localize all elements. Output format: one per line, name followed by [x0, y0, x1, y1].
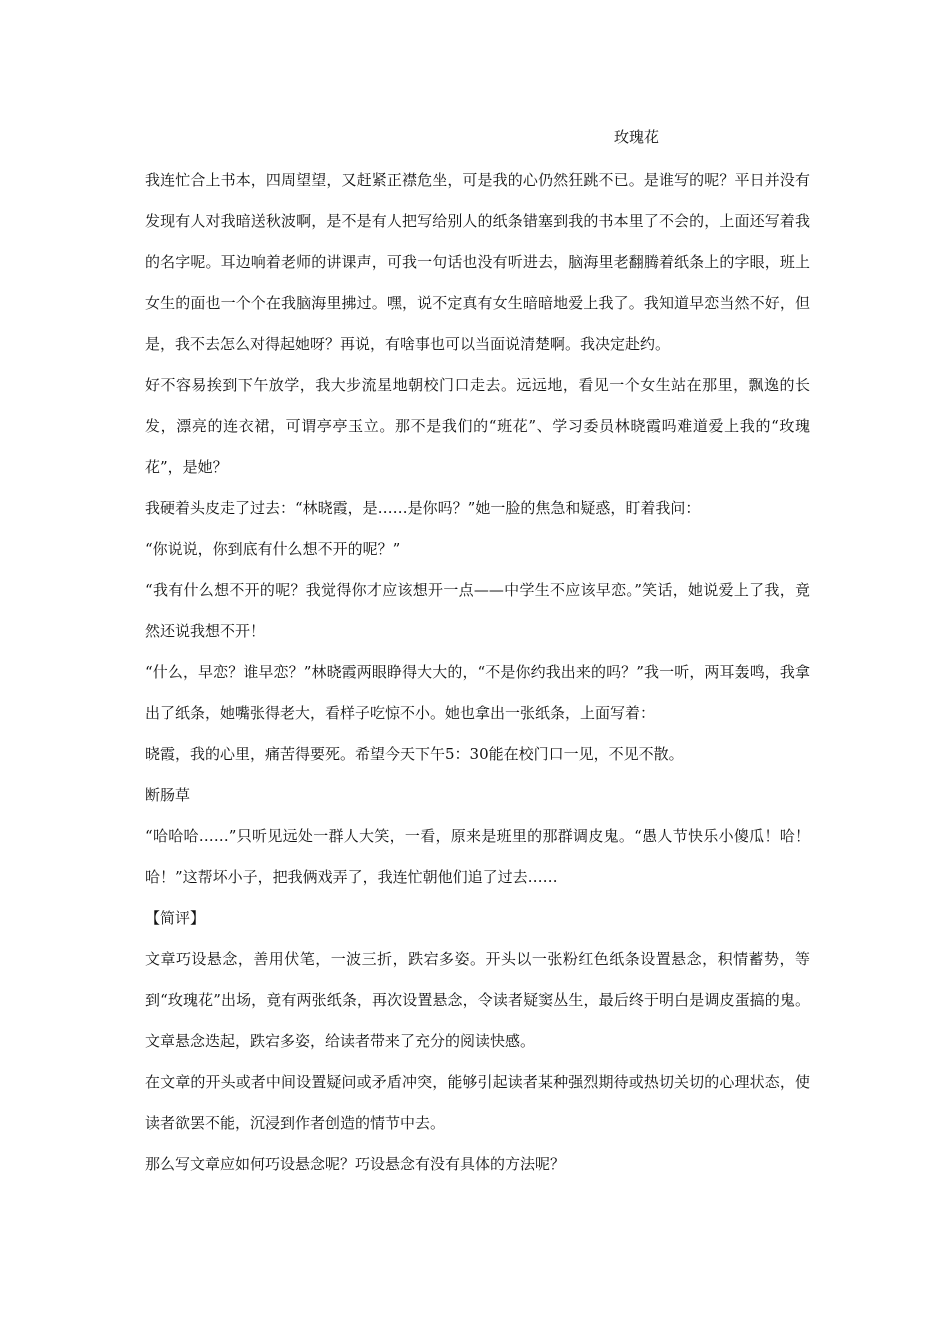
note-signature: 断肠草 [145, 786, 191, 804]
review-paragraph-1: 文章巧设悬念，善用伏笔，一波三折，跌宕多姿。开头以一张粉红色纸条设置悬念，积情蓄势，等到“玫瑰花”出场，竟有两张纸条，再次设置悬念，令读者疑窦丛生，最后终于明白是调皮蛋搞的鬼。文章悬念迭起，跌宕多姿，给读者带来了充分的阅读快感。 [145, 950, 810, 1050]
document-title: 玫瑰花 [614, 128, 660, 146]
paragraph-6: “什么，早恋？谁早恋？”林晓霞两眼睁得大大的，“不是你约我出来的吗？”我一听，两耳轰鸣，我拿出了纸条，她嘴张得老大，看样子吃惊不小。她也拿出一张纸条，上面写着： [145, 663, 810, 722]
review-paragraph-2: 在文章的开头或者中间设置疑问或矛盾冲突，能够引起读者某种强烈期待或热切关切的心理状态，使读者欲罢不能，沉浸到作者创造的情节中去。 [145, 1073, 810, 1132]
paragraph-2: 好不容易挨到下午放学，我大步流星地朝校门口走去。远远地，看见一个女生站在那里，飘逸的长发，漂亮的连衣裙，可谓亭亭玉立。那不是我们的“班花”、学习委员林晓霞吗难道爱上我的“玫瑰花”，是她？ [145, 376, 810, 476]
paragraph-4: “你说说，你到底有什么想不开的呢？” [145, 540, 401, 558]
paragraph-7: “哈哈哈……”只听见远处一群人大笑，一看，原来是班里的那群调皮鬼。“愚人节快乐小傻瓜！哈！哈！”这帮坏小子，把我俩戏弄了，我连忙朝他们追了过去…… [145, 827, 810, 886]
paragraph-5: “我有什么想不开的呢？我觉得你才应该想开一点——中学生不应该早恋。”笑话，她说爱上了我，竟然还说我想不开！ [145, 581, 810, 640]
paragraph-1: 我连忙合上书本，四周望望，又赶紧正襟危坐，可是我的心仍然狂跳不已。是谁写的呢？平日并没有发现有人对我暗送秋波啊，是不是有人把写给别人的纸条错塞到我的书本里了不会的，上面还写着我的名字呢。耳边响着老师的讲课声，可我一句话也没有听进去，脑海里老翻腾着纸条上的字眼，班上女生的面也一个个在我脑海里拂过。嘿，说不定真有女生暗暗地爱上我了。我知道早恋当然不好，但是，我不去怎么对得起她呀？再说，有啥事也可以当面说清楚啊。我决定赴约。 [145, 171, 810, 353]
review-heading: 【简评】 [145, 909, 206, 927]
paragraph-3: 我硬着头皮走了过去：“林晓霞，是……是你吗？”她一脸的焦急和疑惑，盯着我问： [145, 499, 701, 517]
document-body [145, 160, 810, 1185]
review-paragraph-3: 那么写文章应如何巧设悬念呢？巧设悬念有没有具体的方法呢？ [145, 1155, 566, 1173]
note-text: 晓霞，我的心里，痛苦得要死。希望今天下午5：30能在校门口一见，不见不散。 [145, 745, 684, 763]
